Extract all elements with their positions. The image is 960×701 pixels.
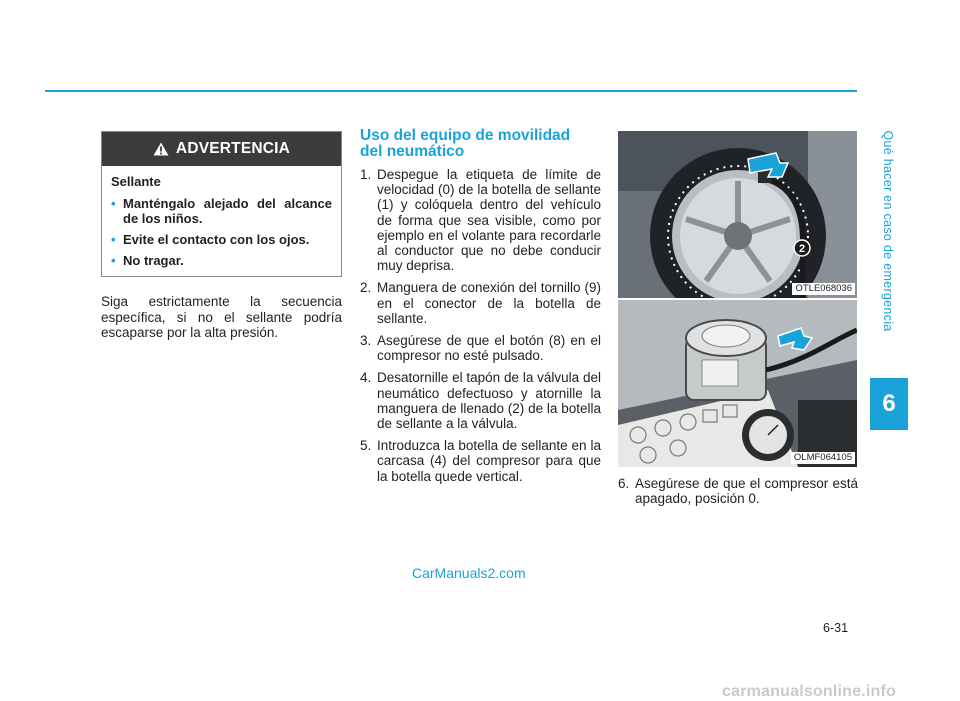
warning-body	[102, 166, 341, 276]
sealant-kit-photo	[618, 300, 857, 467]
middle-column	[360, 128, 601, 491]
step-item: 4. Desatornille el tapón de la válvula del neumático defectuoso y atornille la manguera de llenado (2) de la botella de sellante a la válvula.	[360, 370, 601, 432]
warning-item: • No tragar.	[111, 253, 184, 268]
step-item: 3. Asegúrese de que el botón (8) en el compresor no esté pulsado.	[360, 333, 601, 364]
chapter-tab[interactable]: 6	[870, 378, 908, 430]
left-column	[101, 131, 342, 341]
warning-item: • Evite el contacto con los ojos.	[111, 232, 310, 247]
footer-watermark[interactable]: carmanualsonline.info	[722, 683, 897, 700]
bullet-icon: •	[111, 232, 116, 247]
chapter-side-title	[868, 96, 908, 366]
step-item: 1. Despegue la etiqueta de límite de velocidad (0) de la botella de sellante (1) y colóquela dentro del vehículo de forma que sea visible, como por ejemplo en el volante para recordarle al conductor que no debe conducir muy deprisa.	[360, 167, 601, 274]
steps-list	[360, 167, 601, 484]
warning-title: Sellante	[111, 174, 161, 189]
warning-header	[102, 132, 341, 166]
photo-code: OTLE068036	[792, 283, 855, 295]
step-item: 5. Introduzca la botella de sellante en la carcasa (4) del compresor para que la botella quede vertical.	[360, 438, 601, 484]
chapter-title-text: Qué hacer en caso de emergencia	[881, 130, 895, 332]
sequence-paragraph: Siga estrictamente la secuencia específica, si no el sellante podría escaparse por la alta presión.	[101, 294, 342, 340]
step-item: 6. Asegúrese de que el compresor está apagado, posición 0.	[618, 476, 858, 507]
callout-number: 2	[798, 243, 806, 255]
watermark-link[interactable]: CarManuals2.com	[412, 565, 526, 581]
tire-illustration	[618, 131, 857, 298]
tire-valve-photo	[618, 131, 857, 298]
section-heading: Uso del equipo de movilidad del neumático	[360, 127, 571, 160]
page-number: 6-31	[823, 621, 849, 635]
bullet-icon: •	[111, 253, 116, 268]
right-column	[618, 131, 858, 506]
warning-header-text: ADVERTENCIA	[175, 140, 291, 157]
top-rule	[45, 90, 857, 92]
sealant-kit-illustration	[618, 300, 857, 467]
warning-triangle-icon	[153, 142, 169, 156]
bullet-icon: •	[111, 196, 116, 211]
warning-list	[111, 196, 332, 268]
warning-item: • Manténgalo alejado del alcance de los niños.	[111, 196, 332, 226]
warning-box	[101, 131, 342, 277]
photo-code: OLMF064105	[791, 452, 855, 464]
step-item: 2. Manguera de conexión del tornillo (9) en el conector de la botella de sellante.	[360, 280, 601, 326]
